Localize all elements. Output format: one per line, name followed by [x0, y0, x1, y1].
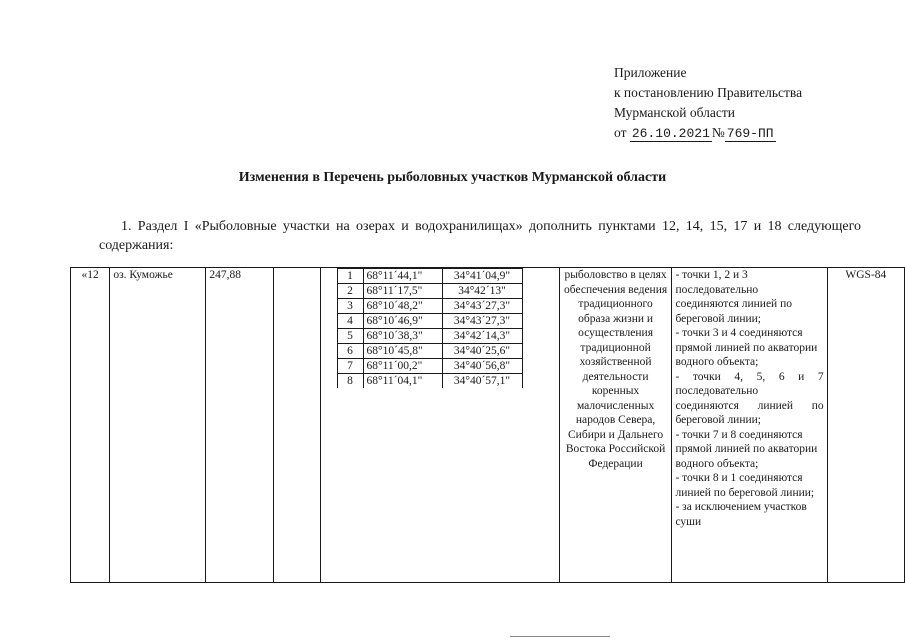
annex-number: 769-ПП — [726, 126, 774, 141]
annex-number-prefix: № — [711, 125, 725, 140]
boundary-item: - точки 7 и 8 соединяются прямой линией по акватории водного объекта; — [675, 428, 818, 470]
boundary-item: - точки 1, 2 и 3 последовательно соединяются линией по береговой линии; — [675, 269, 792, 325]
latitude: 68°11´00,2" — [363, 359, 442, 374]
longitude: 34°43´27,3" — [442, 299, 522, 314]
longitude: 34°41´04,9" — [442, 269, 522, 284]
boundary-item: - точки 3 и 4 соединяются прямой линией по акватории водного объекта; — [675, 327, 818, 368]
coordinate-row — [337, 329, 522, 344]
boundary-item: - точки 4, 5, 6 и 7 последовательно соединяются линией по береговой линии; — [675, 370, 824, 426]
coordinate-row — [337, 344, 522, 359]
coordinates-cell — [320, 268, 559, 583]
latitude: 68°10´38,3" — [363, 329, 442, 344]
latitude: 68°10´48,2" — [363, 299, 442, 314]
latitude: 68°10´45,8" — [363, 344, 442, 359]
point-number: 5 — [337, 329, 363, 344]
water-body-name: оз. Куможье — [110, 268, 206, 583]
annex-line-2: к постановлению Правительства — [614, 85, 803, 100]
coordinate-row — [337, 314, 522, 329]
boundary-item: - за исключением участков суши — [675, 501, 807, 528]
boundary-item: - точки 8 и 1 соединяются линией по береговой линии; — [675, 472, 815, 499]
longitude: 34°40´57,1" — [442, 374, 522, 389]
fishing-areas-table — [70, 267, 905, 583]
point-number: 1 — [337, 269, 363, 284]
page-edge-line — [510, 636, 610, 637]
intro-paragraph: 1. Раздел I «Рыболовные участки на озерах и водохранилищах» дополнить пунктами 12, 14, 15, 17 и 18 следующего содержания: — [99, 219, 861, 253]
longitude: 34°40´56,8" — [442, 359, 522, 374]
annex-line-3: Мурманской области — [614, 105, 735, 120]
coordinate-row — [337, 374, 522, 389]
table-row — [71, 268, 905, 583]
purpose-cell: рыболовство в целях обеспечения ведения традиционного образа жизни и осуществления традиционной хозяйственной деятельности коренных малочисленных народов Севера, Сибири и Дальнего Востока Российской Федерации — [559, 268, 672, 583]
coordinate-row — [337, 269, 522, 284]
document-title: Изменения в Перечень рыболовных участков Мурманской области — [238, 170, 667, 185]
longitude: 34°42´13" — [442, 284, 522, 299]
coordinate-row — [337, 284, 522, 299]
latitude: 68°11´44,1" — [363, 269, 442, 284]
row-number: «12 — [71, 268, 110, 583]
annex-date-line — [614, 123, 802, 144]
latitude: 68°10´46,9" — [363, 314, 442, 329]
area-value: 247,88 — [206, 268, 274, 583]
latitude: 68°11´17,5" — [363, 284, 442, 299]
point-number: 8 — [337, 374, 363, 389]
point-number: 3 — [337, 299, 363, 314]
point-number: 6 — [337, 344, 363, 359]
annex-date: 26.10.2021 — [631, 126, 710, 141]
coordinates-table — [337, 268, 523, 388]
latitude: 68°11´04,1" — [363, 374, 442, 389]
coordinate-row — [337, 359, 522, 374]
coordinate-system: WGS-84 — [827, 268, 904, 583]
longitude: 34°42´14,3" — [442, 329, 522, 344]
point-number: 7 — [337, 359, 363, 374]
annex-header — [614, 63, 802, 144]
annex-line-1: Приложение — [614, 65, 687, 80]
longitude: 34°40´25,6" — [442, 344, 522, 359]
annex-date-prefix: от — [614, 125, 627, 140]
boundaries-cell — [672, 268, 827, 583]
point-number: 2 — [337, 284, 363, 299]
longitude: 34°43´27,3" — [442, 314, 522, 329]
empty-cell — [274, 268, 320, 583]
point-number: 4 — [337, 314, 363, 329]
coordinate-row — [337, 299, 522, 314]
